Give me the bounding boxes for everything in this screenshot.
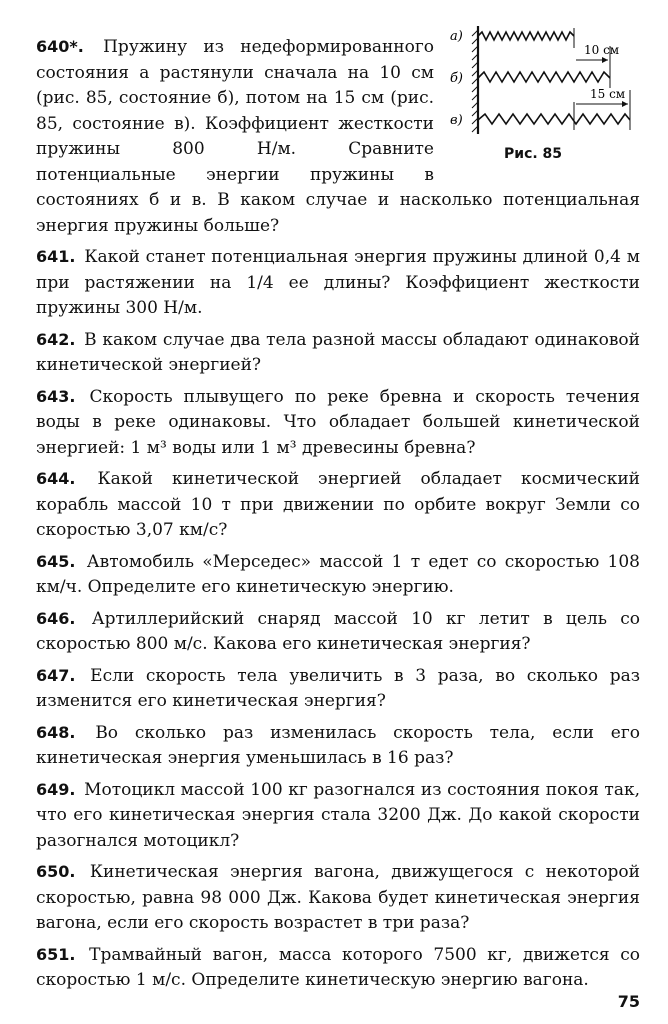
problem-number: 642. — [36, 329, 76, 349]
label-state-c: в) — [450, 113, 463, 128]
problem-text: Автомобиль «Мерседес» массой 1 т едет со скоростью 108 км/ч. Определите его кинетическую энергию. — [36, 551, 641, 597]
problem-text: Какой кинетической энергией обладает космический корабль массой 10 т при движении по орбите вокруг Земли со скоростью 3,07 км/с? — [36, 469, 640, 540]
problem-text: Во сколько раз изменилась скорость тела, если его кинетическая энергия уменьшилась в 16 раз? — [36, 722, 641, 768]
arrowhead-10 — [602, 57, 608, 63]
problem-646 — [36, 606, 640, 658]
problem-text: Артиллерийский снаряд массой 10 кг летит в цель со скоростью 800 м/с. Какова его кинетическая энергия? — [36, 608, 641, 654]
problem-number: 646. — [36, 608, 76, 628]
problem-642 — [36, 327, 640, 379]
figure-caption: Рис. 85 — [504, 146, 563, 162]
problem-640-block — [36, 29, 640, 239]
problem-number: 641. — [36, 247, 76, 266]
figure-85 — [444, 26, 640, 176]
problem-651 — [36, 942, 640, 994]
problem-648 — [36, 720, 640, 772]
problem-number: 649. — [36, 779, 76, 799]
problem-number: 640*. — [36, 37, 84, 56]
label-dim-15: 15 см — [590, 87, 626, 101]
problem-647 — [36, 663, 640, 715]
spring-a — [478, 32, 574, 40]
spring-b — [478, 72, 610, 82]
problem-650 — [36, 859, 640, 937]
problem-text: Мотоцикл массой 100 кг разогнался из состояния покоя так, что его кинетическая энергия стала 3200 Дж. До какой скорости разогнался мотоцикл? — [36, 779, 640, 851]
problem-text: Скорость плывущего по реке бревна и скорость течения воды в реке одинаковы. Что обладает большей кинетической энергией: 1 м³ воды или 1 м³ древесины бревна? — [36, 386, 640, 458]
problem-649 — [36, 777, 640, 855]
problem-645 — [36, 549, 640, 601]
label-state-b: б) — [450, 71, 464, 86]
problem-number: 644. — [36, 469, 76, 488]
problem-text: В каком случае два тела разной массы обладают одинаковой кинетической энергией? — [36, 329, 640, 375]
problem-text: Если скорость тела увеличить в 3 раза, во сколько раз изменится его кинетическая энергия? — [36, 665, 641, 711]
arrowhead-15 — [622, 101, 628, 107]
problem-641 — [36, 244, 640, 322]
problem-643 — [36, 384, 640, 462]
spring-c — [478, 114, 630, 124]
problem-number: 651. — [36, 944, 76, 964]
page-number: 75 — [617, 992, 640, 1011]
problem-number: 650. — [36, 862, 76, 881]
problem-644 — [36, 466, 640, 544]
springs-diagram — [444, 26, 640, 156]
problem-text: Пружину из недеформированного состояния а растянули сначала на 10 см (рис. 85, состояние б), потом на 15 см (рис. 85, состояние в). Коэффициент жесткости пружины 800 Н/м. Сравните потенциальные энергии пружины в состояниях б и в. В каком случае и насколько потенциальная энергия пружины больше? — [36, 37, 640, 236]
problem-number: 645. — [36, 551, 76, 571]
label-dim-10: 10 см — [584, 43, 620, 57]
problem-number: 643. — [36, 386, 76, 406]
problem-text: Кинетическая энергия вагона, движущегося с некоторой скоростью, равна 98 000 Дж. Какова будет кинетическая энергия вагона, если его скорость возрастет в три раза? — [36, 862, 640, 933]
label-state-a: а) — [450, 29, 463, 44]
problem-text: Какой станет потенциальная энергия пружины длиной 0,4 м при растяжении на 1/4 ее длины? Коэффициент жесткости пружины 300 Н/м. — [36, 247, 640, 318]
problem-number: 647. — [36, 665, 76, 685]
problem-text: Трамвайный вагон, масса которого 7500 кг, движется со скоростью 1 м/с. Определите кинетическую энергию вагона. — [36, 944, 641, 990]
problem-number: 648. — [36, 722, 76, 742]
textbook-page — [36, 29, 641, 999]
